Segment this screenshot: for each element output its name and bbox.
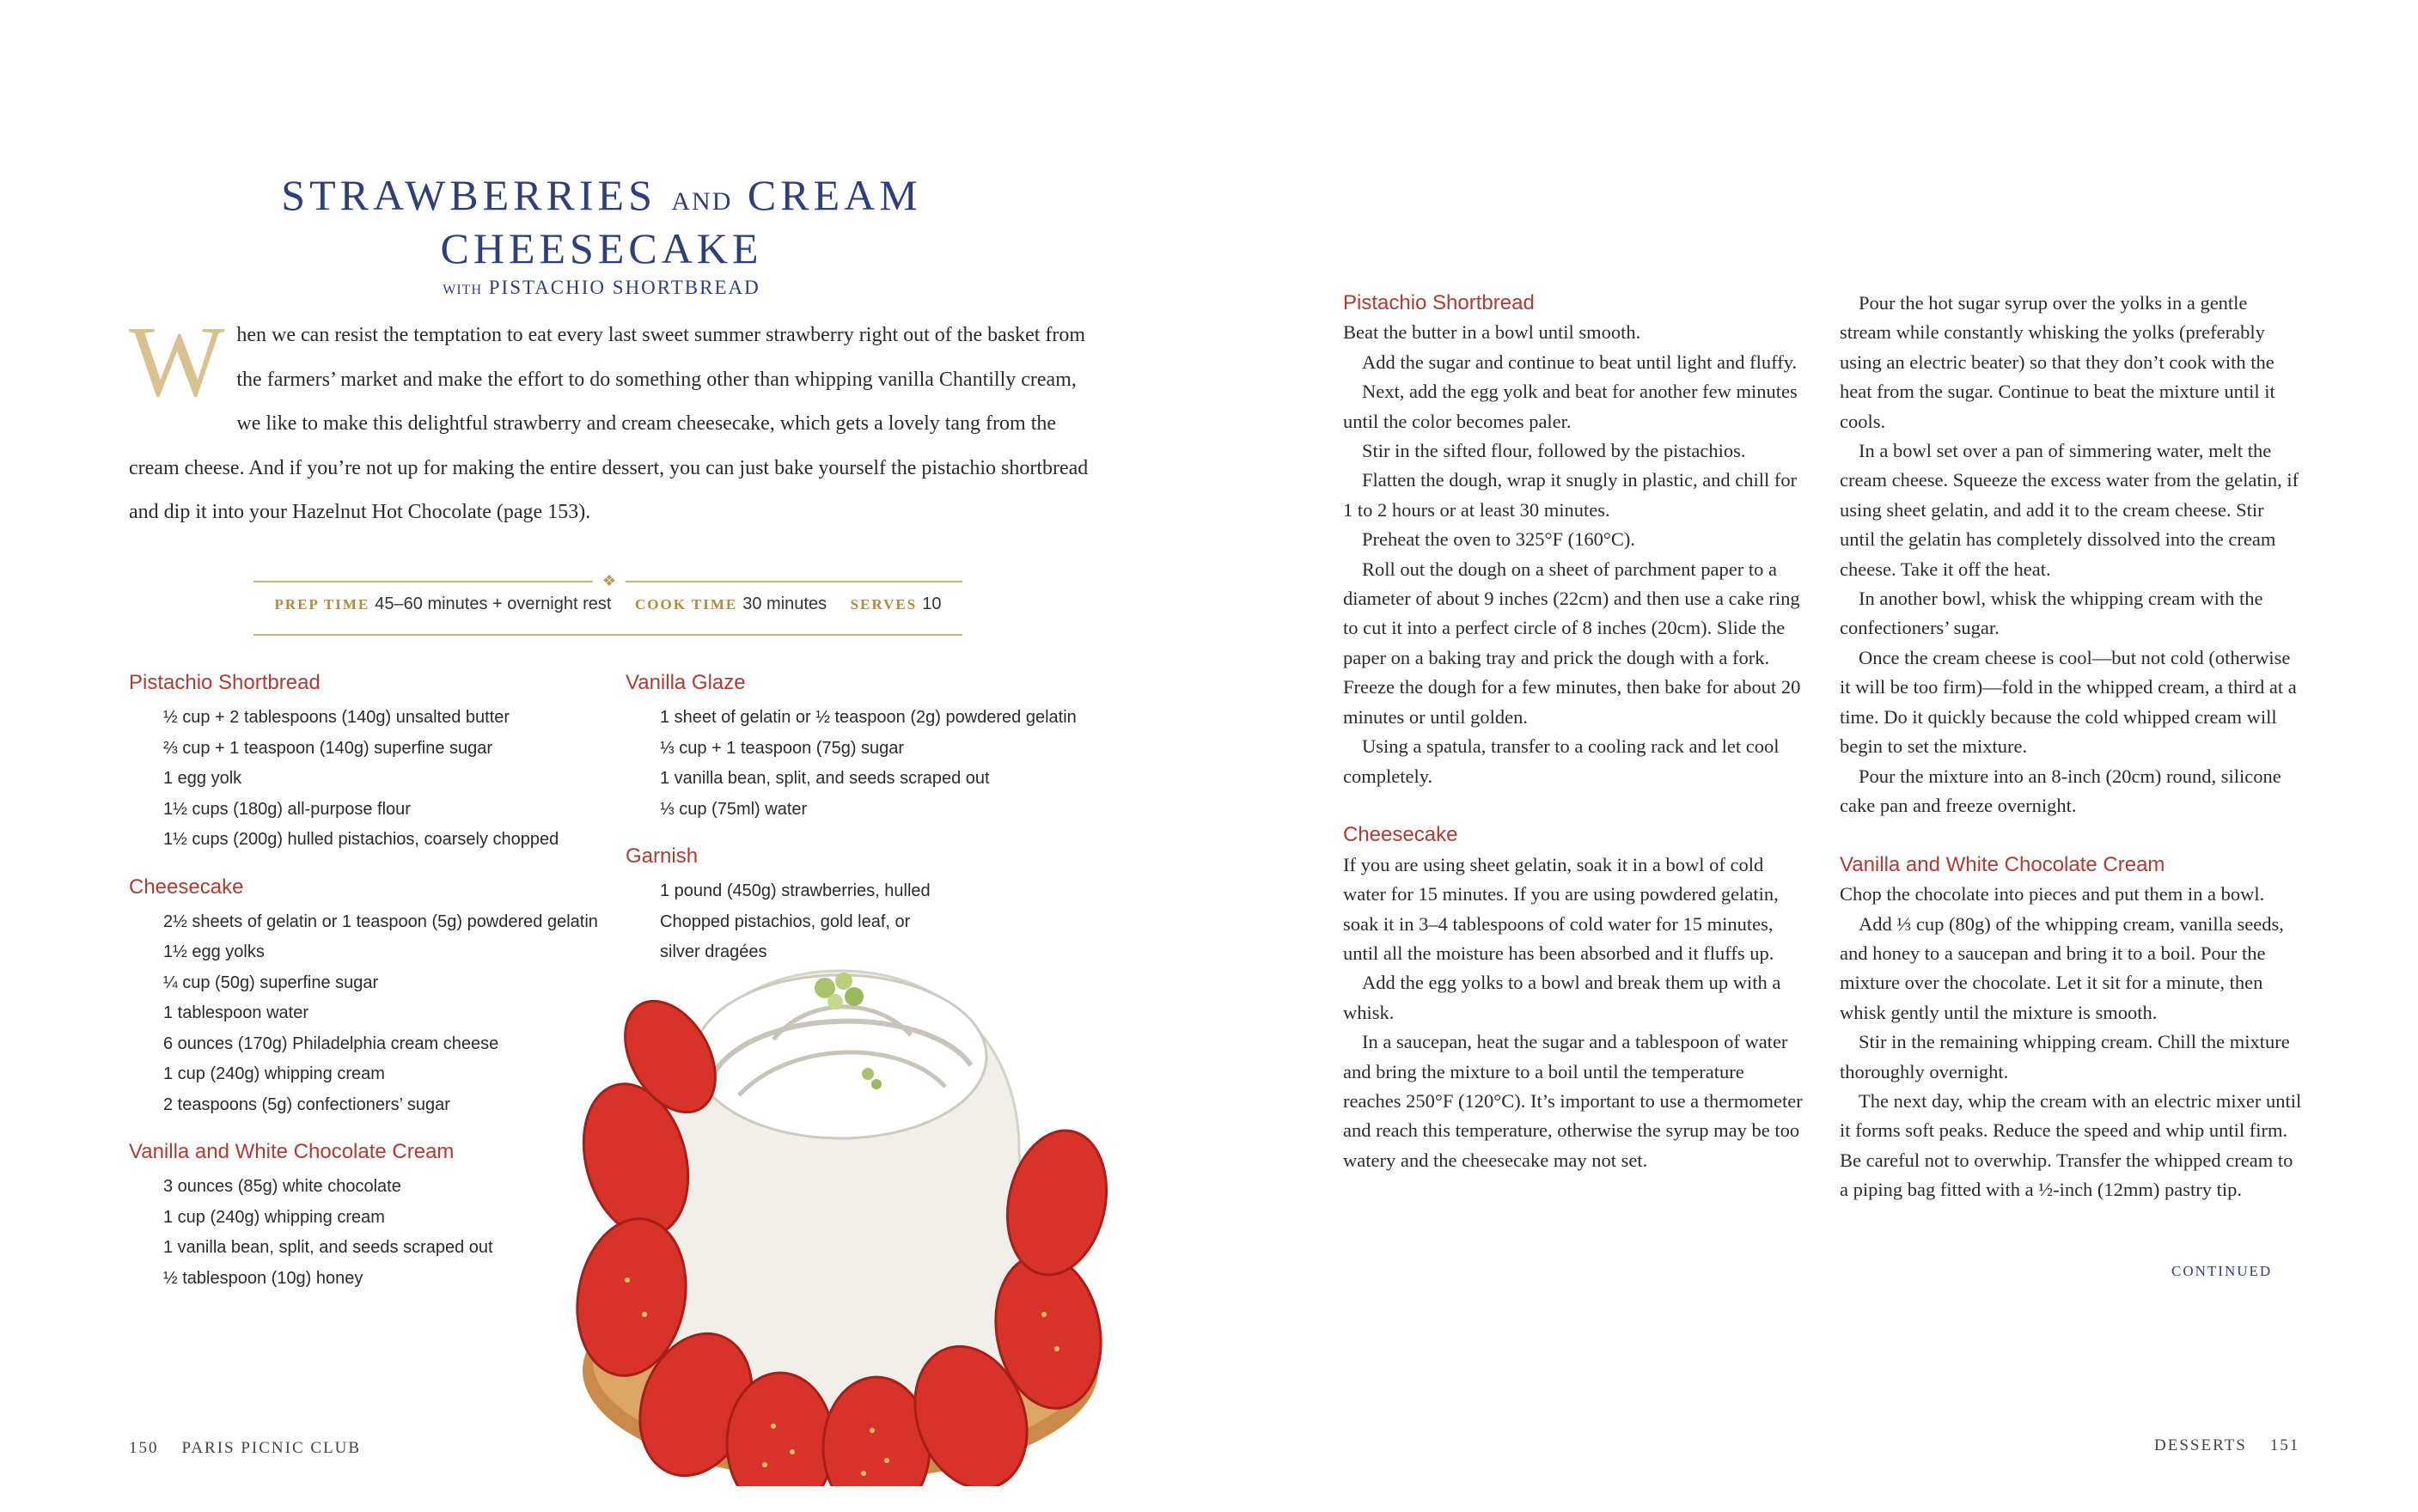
method-paragraph: Next, add the egg yolk and beat for another few minutes until the color becomes paler. <box>1343 381 1798 432</box>
ingredient-item: 1½ cups (200g) hulled pistachios, coarsely chopped <box>163 830 559 849</box>
method-heading: Vanilla and White Chocolate Cream <box>1840 852 2165 876</box>
ingredient-item: ⅔ cup + 1 teaspoon (140g) superfine sugar <box>163 738 493 758</box>
recipe-meta-bar <box>253 572 962 636</box>
method-paragraph: Once the cream cheese is cool—but not cold (otherwise it will be too firm)—fold in the whipped cream, a third at a time. Do it quickly because the cold whipped cream will begin to set the mixture. <box>1840 646 2297 758</box>
subtitle-with: WITH <box>443 283 482 297</box>
ingredient-item: 1 pound (450g) strawberries, hulled <box>660 881 931 900</box>
method-paragraph: Add the sugar and continue to beat until light and fluffy. <box>1362 351 1798 373</box>
method-paragraph: If you are using sheet gelatin, soak it in a bowl of cold water for 15 minutes. If you are using powdered gelatin, soak it in 3–4 tablespoons of cold water for 15 minutes, until all the moisture has been absorbed and it fluffs up. <box>1343 853 1779 964</box>
ingredient-item: 2 teaspoons (5g) confectioners’ sugar <box>163 1094 450 1114</box>
method-paragraph: In another bowl, whisk the whipping cream with the confectioners’ sugar. <box>1840 588 2263 639</box>
ingredient-item: 1½ egg yolks <box>163 942 265 961</box>
ornament-icon: ❖ <box>593 572 626 589</box>
folio-left <box>129 1439 361 1458</box>
method-paragraph: Roll out the dough on a sheet of parchment paper to a diameter of about 9 inches (22cm) and then use a cake ring to cut it into a perfect circle of 8 inches (20cm). Slide the paper on a baking tray and prick the dough with a fork. Freeze the dough for a few minutes, then bake for about 20 minutes or until golden. <box>1343 558 1801 728</box>
method-paragraph: Pour the mixture into an 8-inch (20cm) round, silicone cake pan and freeze overnight. <box>1840 765 2281 816</box>
ingredient-item: 1 sheet of gelatin or ½ teaspoon (2g) powdered gelatin <box>660 708 1077 727</box>
ingredient-item: 6 ounces (170g) Philadelphia cream cheese <box>163 1033 499 1053</box>
ingredient-item: ¼ cup (50g) superfine sugar <box>163 972 379 992</box>
method-paragraph: Add ⅓ cup (80g) of the whipping cream, vanilla seeds, and honey to a saucepan and bring it to a boil. Pour the mixture over the chocolate. Let it sit for a minute, then whisk gently until the mixture is smooth. <box>1840 912 2284 1023</box>
ingredients-column-1 <box>129 670 610 1313</box>
method-paragraph: Stir in the remaining whipping cream. Chill the mixture thoroughly overnight. <box>1840 1031 2290 1082</box>
method-column-1 <box>1343 289 1805 1175</box>
ingredient-heading: Vanilla Glaze <box>626 671 746 694</box>
method-heading: Cheesecake <box>1343 823 1458 847</box>
cheesecake-illustration <box>567 936 1117 1486</box>
title-line-2: CHEESECAKE <box>440 224 763 272</box>
method-paragraph: Flatten the dough, wrap it snugly in plastic, and chill for 1 to 2 hours or at least 30 minutes. <box>1343 469 1798 521</box>
title-line-1 <box>129 172 1074 225</box>
meta-row <box>253 594 962 614</box>
ingredient-item: silver dragées <box>660 942 767 961</box>
ingredient-item: 2½ sheets of gelatin or 1 teaspoon (5g) powdered gelatin <box>163 911 598 931</box>
method-paragraph: Using a spatula, transfer to a cooling rack and let cool completely. <box>1343 735 1780 787</box>
cook-time-label: COOK TIME <box>635 596 738 613</box>
method-paragraph: The next day, whip the cream with an electric mixer until it forms soft peaks. Reduce the speed and whip until firm. Be careful not to overwhip. Transfer the whipped cream to a piping bag fitted with a ½-inch (12mm) pastry tip. <box>1840 1089 2302 1201</box>
section-gap <box>1343 791 1805 820</box>
ingredient-heading: Vanilla and White Chocolate Cream <box>129 1140 455 1163</box>
method-paragraph: Add the egg yolks to a bowl and break them up with a whisk. <box>1343 972 1781 1023</box>
meta-rule-bottom <box>253 634 962 636</box>
ingredient-group <box>626 670 1107 825</box>
page-number: 151 <box>2269 1436 2300 1454</box>
continued-label: CONTINUED <box>2171 1263 2273 1279</box>
ingredient-item: 1½ cups (180g) all-purpose flour <box>163 799 411 819</box>
ingredient-group <box>129 875 610 1121</box>
ingredient-item: Chopped pistachios, gold leaf, or <box>660 911 911 931</box>
right-page <box>1209 0 2418 1512</box>
method-paragraph: Pour the hot sugar syrup over the yolks in a gentle stream while constantly whisking the yolks (preferably using an electric beater) so that they don’t cook with the heat from the sugar. Continue to beat the mixture until it cools. <box>1840 292 2275 432</box>
method-paragraph: Beat the butter in a bowl until smooth. <box>1343 321 1641 344</box>
title-subtitle <box>129 277 1074 299</box>
method-paragraph: Chop the chocolate into pieces and put them in a bowl. <box>1840 883 2265 905</box>
ingredient-group <box>129 1139 610 1294</box>
drop-cap: W <box>129 305 225 418</box>
method-paragraph: Preheat the oven to 325°F (160°C). <box>1362 528 1635 551</box>
method-paragraph: Stir in the sifted flour, followed by the pistachios. <box>1362 440 1746 462</box>
prep-time-label: PREP TIME <box>274 596 370 613</box>
serves-value: 10 <box>922 594 942 613</box>
method-paragraph: In a bowl set over a pan of simmering water, melt the cream cheese. Squeeze the excess water from the gelatin, if using sheet gelatin, and add it to the cream cheese. Stir until the gelatin has completely dissolved into the cream cheese. Take it off the heat. <box>1840 440 2299 580</box>
ingredient-item: 1 vanilla bean, split, and seeds scraped out <box>163 1238 493 1257</box>
ingredient-heading: Pistachio Shortbread <box>129 671 321 694</box>
subtitle-text: PISTACHIO SHORTBREAD <box>488 277 760 298</box>
ingredient-item: ½ tablespoon (10g) honey <box>163 1268 363 1288</box>
ingredient-item: ⅓ cup (75ml) water <box>660 799 808 819</box>
title-and: AND <box>671 187 733 216</box>
ingredient-item: 1 cup (240g) whipping cream <box>163 1064 385 1083</box>
intro-text: hen we can resist the temptation to eat every last sweet summer strawberry right out of the basket from the farmers’ market and make the effort to do something other than whipping vanilla Chantilly cream, we like to make this delightful strawberry and cream cheesecake, which gets a lovely tang from the cream cheese. And if you’re not up for making the entire dessert, you can just bake yourself the pistachio shortbread and dip it into your Hazelnut Hot Chocolate (page 153). <box>129 324 1089 523</box>
ingredient-item: 1 cup (240g) whipping cream <box>163 1207 385 1227</box>
prep-time-value: 45–60 minutes + overnight rest <box>375 594 612 613</box>
ingredient-item: 3 ounces (85g) white chocolate <box>163 1177 401 1196</box>
title-word: STRAWBERRIES <box>281 171 656 219</box>
recipe-title <box>129 172 1074 299</box>
method-heading: Pistachio Shortbread <box>1343 291 1535 314</box>
ingredient-item: ⅓ cup + 1 teaspoon (75g) sugar <box>660 738 905 758</box>
ingredient-item: 1 tablespoon water <box>163 1003 309 1022</box>
ingredient-item: 1 vanilla bean, split, and seeds scraped out <box>660 769 990 788</box>
section-gap <box>1840 820 2302 850</box>
ingredient-group <box>129 670 610 856</box>
intro-paragraph <box>129 305 1091 535</box>
serves-label: SERVES <box>850 596 918 613</box>
method-column-2 <box>1840 289 2302 1205</box>
page-number: 150 <box>129 1439 159 1457</box>
ingredient-heading: Cheesecake <box>129 875 244 899</box>
book-title: PARIS PICNIC CLUB <box>181 1439 362 1457</box>
ingredient-heading: Garnish <box>626 844 699 868</box>
title-word: CREAM <box>747 171 922 219</box>
section-title: DESSERTS <box>2154 1436 2247 1454</box>
ingredient-item: ½ cup + 2 tablespoons (140g) unsalted butter <box>163 708 510 727</box>
ingredient-item: 1 egg yolk <box>163 769 242 788</box>
cook-time-value: 30 minutes <box>742 594 827 613</box>
method-paragraph: In a saucepan, heat the sugar and a tablespoon of water and bring the mixture to a boil until the temperature reaches 250°F (120°C). It’s important to use a thermometer and reach this temperature, otherwise the syrup may be too watery and the cheesecake may not set. <box>1343 1031 1803 1171</box>
folio-right <box>2154 1436 2299 1455</box>
